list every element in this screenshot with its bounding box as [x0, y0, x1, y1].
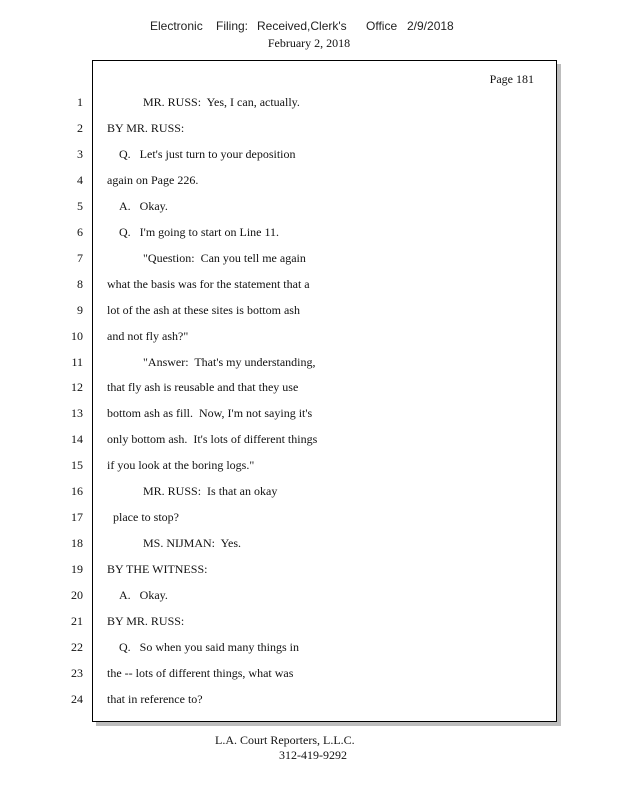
- court-reporter-company: L.A. Court Reporters, L.L.C.: [215, 733, 355, 747]
- court-reporter-phone: 312-419-9292: [279, 748, 347, 762]
- transcript-line-text: MS. NIJMAN: Yes.: [143, 536, 242, 551]
- transcript-line-text: what the basis was for the statement that a: [107, 276, 310, 291]
- transcript-line-text: bottom ash as fill. Now, I'm not saying it's: [107, 406, 313, 421]
- line-number: 11: [71, 354, 83, 369]
- transcript-line-text: Q. I'm going to start on Line 11.: [119, 224, 280, 239]
- transcript-line-text: MR. RUSS: Yes, I can, actually.: [143, 95, 300, 109]
- transcript-line-text: and not fly ash?": [107, 328, 189, 343]
- line-number: 9: [77, 302, 83, 317]
- transcript-line-text: Q. So when you said many things in: [119, 639, 299, 654]
- filing-word: Received,Clerk's: [257, 19, 347, 33]
- line-number: 7: [77, 250, 83, 265]
- transcript-line-text: A. Okay.: [119, 588, 168, 603]
- line-number: 19: [71, 562, 83, 577]
- transcript-line-text: that in reference to?: [107, 691, 203, 706]
- line-number: 22: [71, 639, 83, 654]
- line-number: 4: [77, 172, 83, 187]
- transcript-line-text: "Question: Can you tell me again: [143, 250, 306, 265]
- transcript-line-text: BY MR. RUSS:: [107, 614, 185, 628]
- transcript-line-text: lot of the ash at these sites is bottom ash: [107, 302, 300, 317]
- line-number: 23: [71, 665, 83, 680]
- transcript-line-text: if you look at the boring logs.": [107, 458, 255, 473]
- transcript-line-text: only bottom ash. It's lots of different things: [107, 432, 318, 447]
- filing-word: Electronic: [150, 19, 203, 33]
- line-number: 12: [71, 380, 83, 395]
- line-number: 14: [71, 432, 83, 447]
- line-number: 3: [77, 146, 83, 161]
- line-number: 2: [77, 120, 83, 135]
- transcript-page: [71, 60, 557, 722]
- line-number: 21: [71, 614, 83, 628]
- line-number: 1: [77, 95, 83, 109]
- transcript-line-text: BY MR. RUSS:: [107, 120, 185, 135]
- line-number: 8: [77, 276, 83, 291]
- transcript-line-text: the -- lots of different things, what was: [107, 665, 294, 680]
- transcript-line-text: again on Page 226.: [107, 172, 199, 187]
- line-number: 18: [71, 536, 83, 551]
- line-number: 6: [77, 224, 83, 239]
- filing-word: 2/9/2018: [407, 19, 454, 33]
- transcript-line-text: A. Okay.: [119, 198, 168, 213]
- filed-date: February 2, 2018: [267, 36, 351, 50]
- transcript-line-text: place to stop?: [113, 510, 179, 525]
- line-number: 10: [71, 328, 83, 343]
- line-number: 5: [77, 198, 83, 213]
- transcript-line-text: BY THE WITNESS:: [107, 562, 208, 577]
- transcript-line-text: MR. RUSS: Is that an okay: [143, 484, 278, 499]
- line-number: 24: [71, 691, 83, 706]
- transcript-line-text: "Answer: That's my understanding,: [143, 354, 316, 369]
- line-number: 15: [71, 458, 83, 473]
- line-number: 13: [71, 406, 83, 421]
- filing-word: Office: [366, 19, 398, 33]
- line-number: 16: [71, 484, 83, 499]
- transcript-line-text: that fly ash is reusable and that they use: [107, 380, 299, 395]
- page-number: Page 181: [489, 72, 534, 86]
- filing-word: Filing:: [216, 19, 249, 33]
- line-number: 17: [71, 510, 83, 525]
- line-number: 20: [71, 588, 83, 603]
- transcript-line-text: Q. Let's just turn to your deposition: [119, 146, 296, 161]
